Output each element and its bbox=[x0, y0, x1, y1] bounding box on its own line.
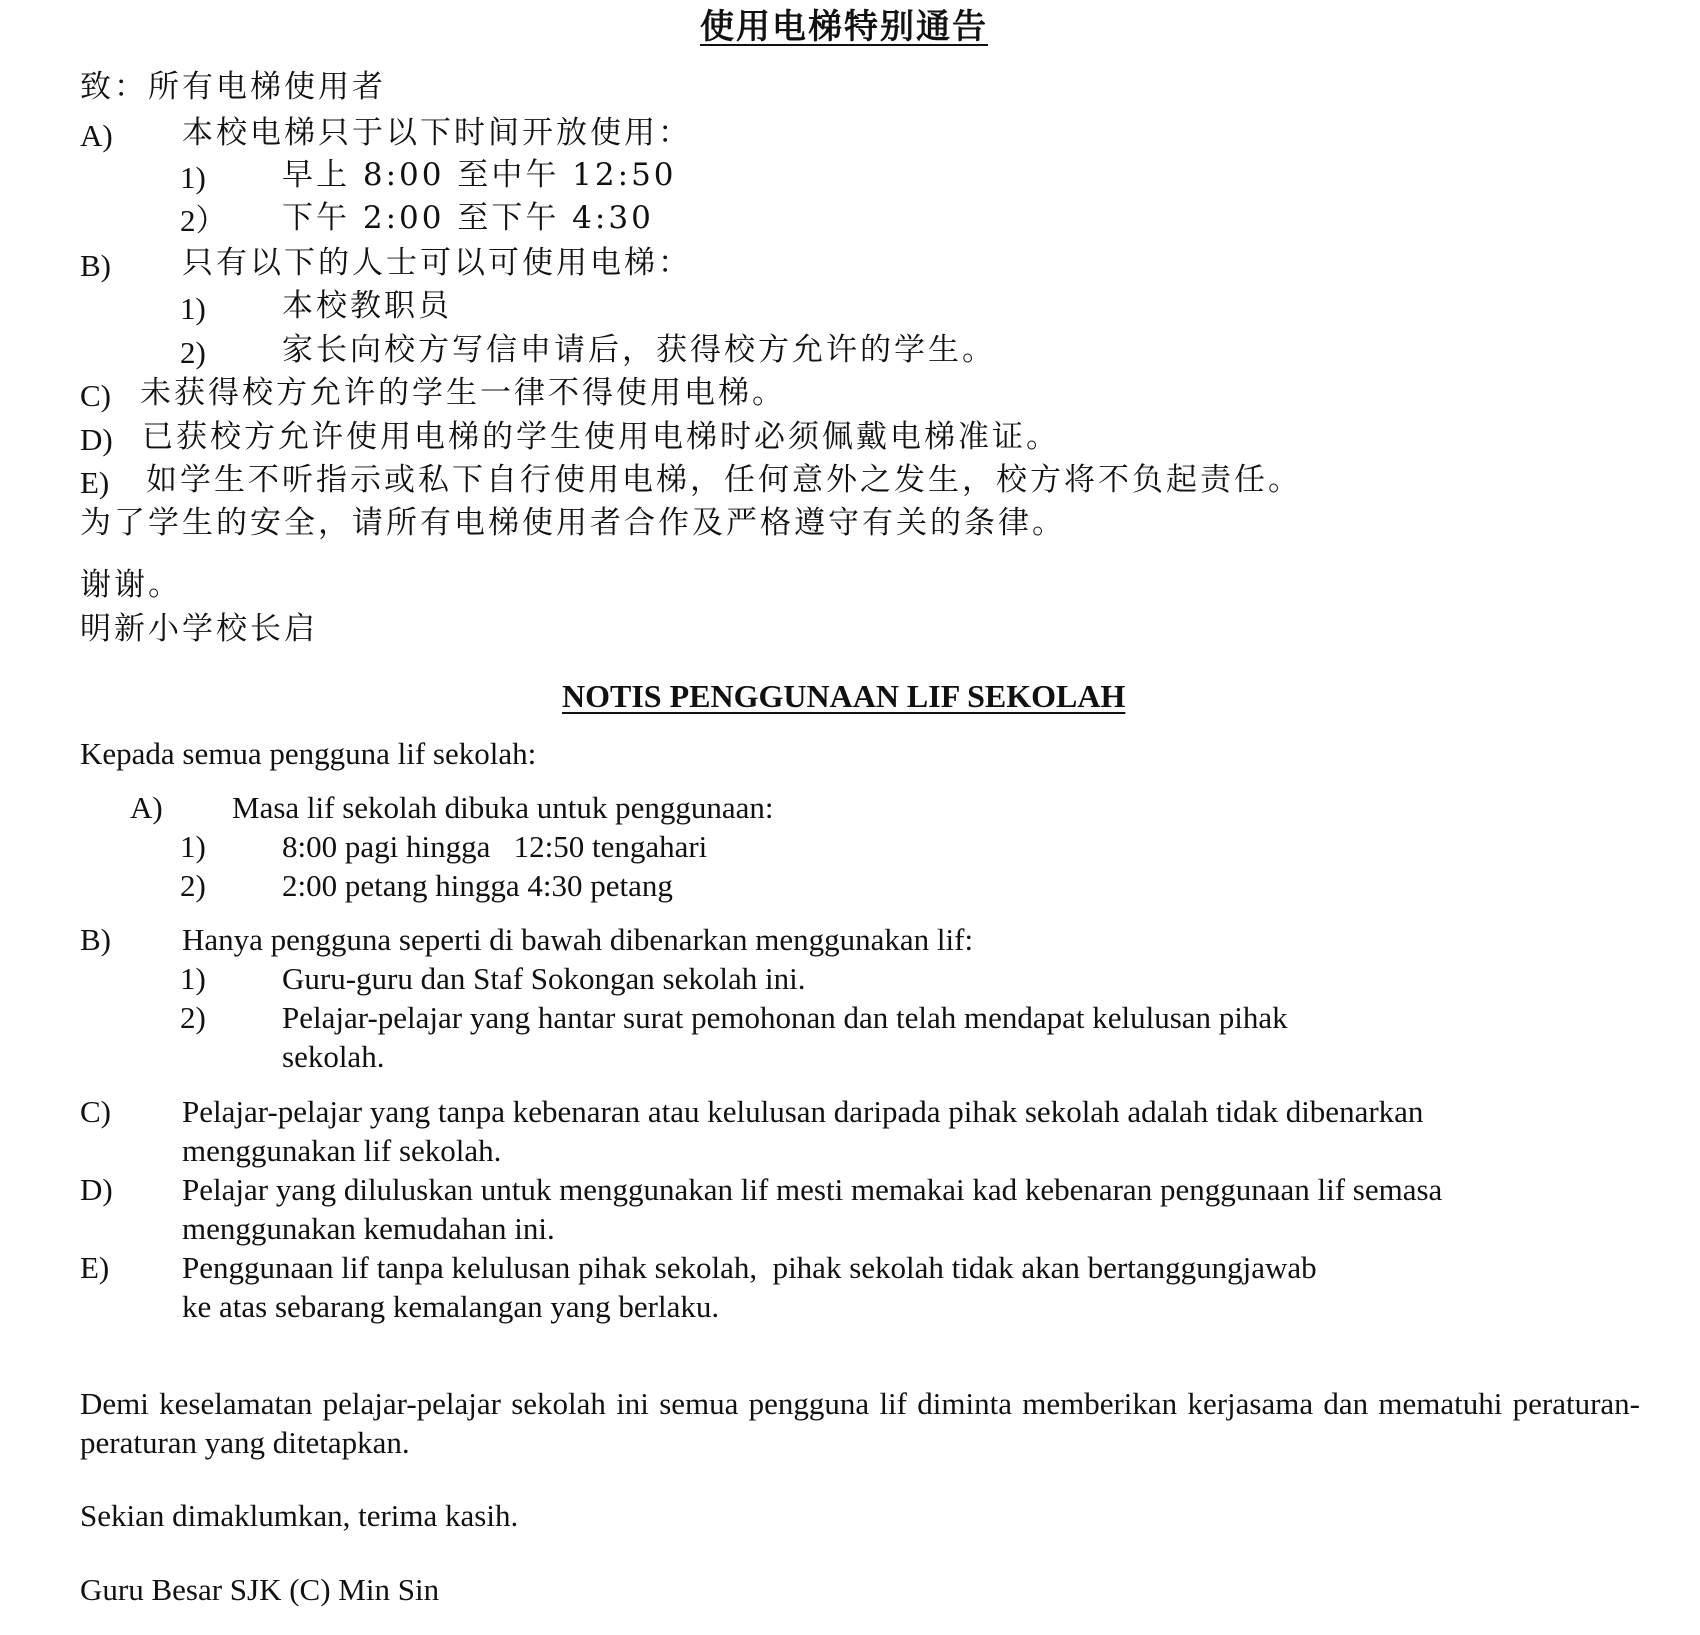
chinese-item-b2-num: 2) bbox=[180, 335, 206, 370]
malay-item-d-line1: Pelajar yang diluluskan untuk menggunakan lif mesti memakai kad kebenaran penggunaan lif semasa bbox=[182, 1172, 1443, 1207]
malay-recipient: Kepada semua pengguna lif sekolah: bbox=[80, 736, 537, 771]
malay-item-a1-num: 1) bbox=[180, 829, 206, 864]
chinese-title: 使用电梯特别通告 bbox=[700, 7, 988, 47]
chinese-item-a2-num: 2） bbox=[180, 203, 227, 238]
malay-item-a-text: Masa lif sekolah dibuka untuk penggunaan: bbox=[232, 790, 774, 825]
malay-item-c-letter: C) bbox=[80, 1094, 111, 1129]
malay-closing: Demi keselamatan pelajar-pelajar sekolah ini semua pengguna lif diminta memberikan kerjasama dan mematuhi peraturan-peraturan yang ditetapkan. bbox=[80, 1386, 1640, 1460]
chinese-item-c-text: 未获得校方允许的学生一律不得使用电梯。 bbox=[140, 375, 786, 411]
malay-item-b2-line2: sekolah. bbox=[282, 1039, 385, 1074]
chinese-thanks: 谢谢。 bbox=[80, 567, 182, 603]
chinese-item-d-text: 已获校方允许使用电梯的学生使用电梯时必须佩戴电梯准证。 bbox=[142, 419, 1060, 455]
chinese-item-b1-text: 本校教职员 bbox=[282, 288, 452, 324]
malay-title: NOTIS PENGGUNAAN LIF SEKOLAH bbox=[562, 678, 1126, 714]
malay-item-e-letter: E) bbox=[80, 1250, 110, 1285]
chinese-item-b-text: 只有以下的人士可以可使用电梯： bbox=[182, 245, 692, 281]
malay-item-a-letter: A) bbox=[130, 790, 163, 825]
malay-item-b-text: Hanya pengguna seperti di bawah dibenarkan menggunakan lif: bbox=[182, 922, 974, 957]
chinese-item-a-text: 本校电梯只于以下时间开放使用： bbox=[182, 115, 692, 151]
chinese-item-b-letter: B) bbox=[80, 248, 111, 283]
chinese-item-d-letter: D) bbox=[80, 422, 113, 457]
chinese-recipient: 致：所有电梯使用者 bbox=[80, 69, 386, 105]
chinese-item-a-letter: A) bbox=[80, 118, 113, 153]
malay-item-c-line1: Pelajar-pelajar yang tanpa kebenaran atau kelulusan daripada pihak sekolah adalah tidak dibenarkan bbox=[182, 1094, 1424, 1129]
malay-item-d-line2: menggunakan kemudahan ini. bbox=[182, 1211, 555, 1246]
malay-item-b1-text: Guru-guru dan Staf Sokongan sekolah ini. bbox=[282, 961, 806, 996]
malay-item-b-letter: B) bbox=[80, 922, 111, 957]
malay-item-b2-num: 2) bbox=[180, 1000, 206, 1035]
chinese-signature: 明新小学校长启 bbox=[80, 611, 318, 647]
chinese-item-a1-text: 早上 8:00 至中午 12:50 bbox=[282, 157, 677, 193]
chinese-item-a2-text: 下午 2:00 至下午 4:30 bbox=[282, 200, 654, 236]
malay-item-b1-num: 1) bbox=[180, 961, 206, 996]
chinese-item-c-letter: C) bbox=[80, 378, 111, 413]
malay-item-e-line2: ke atas sebarang kemalangan yang berlaku. bbox=[182, 1289, 720, 1324]
malay-item-e-line1: Penggunaan lif tanpa kelulusan pihak sekolah, pihak sekolah tidak akan bertanggungjawab bbox=[182, 1250, 1317, 1285]
malay-item-b2-line1: Pelajar-pelajar yang hantar surat pemohonan dan telah mendapat kelulusan pihak bbox=[282, 1000, 1288, 1035]
malay-item-a1-text: 8:00 pagi hingga 12:50 tengahari bbox=[282, 829, 708, 864]
malay-item-a2-text: 2:00 petang hingga 4:30 petang bbox=[282, 868, 673, 903]
chinese-closing: 为了学生的安全，请所有电梯使用者合作及严格遵守有关的条律。 bbox=[80, 505, 1066, 541]
chinese-item-e-letter: E) bbox=[80, 465, 110, 500]
malay-item-a2-num: 2) bbox=[180, 868, 206, 903]
chinese-item-b2-text: 家长向校方写信申请后，获得校方允许的学生。 bbox=[282, 332, 996, 368]
chinese-item-e-text: 如学生不听指示或私下自行使用电梯，任何意外之发生，校方将不负起责任。 bbox=[146, 462, 1302, 498]
malay-signature: Guru Besar SJK (C) Min Sin bbox=[80, 1572, 440, 1607]
chinese-item-a1-num: 1) bbox=[180, 160, 206, 195]
malay-thanks: Sekian dimaklumkan, terima kasih. bbox=[80, 1498, 519, 1533]
malay-item-d-letter: D) bbox=[80, 1172, 113, 1207]
malay-item-c-line2: menggunakan lif sekolah. bbox=[182, 1133, 502, 1168]
chinese-item-b1-num: 1) bbox=[180, 291, 206, 326]
